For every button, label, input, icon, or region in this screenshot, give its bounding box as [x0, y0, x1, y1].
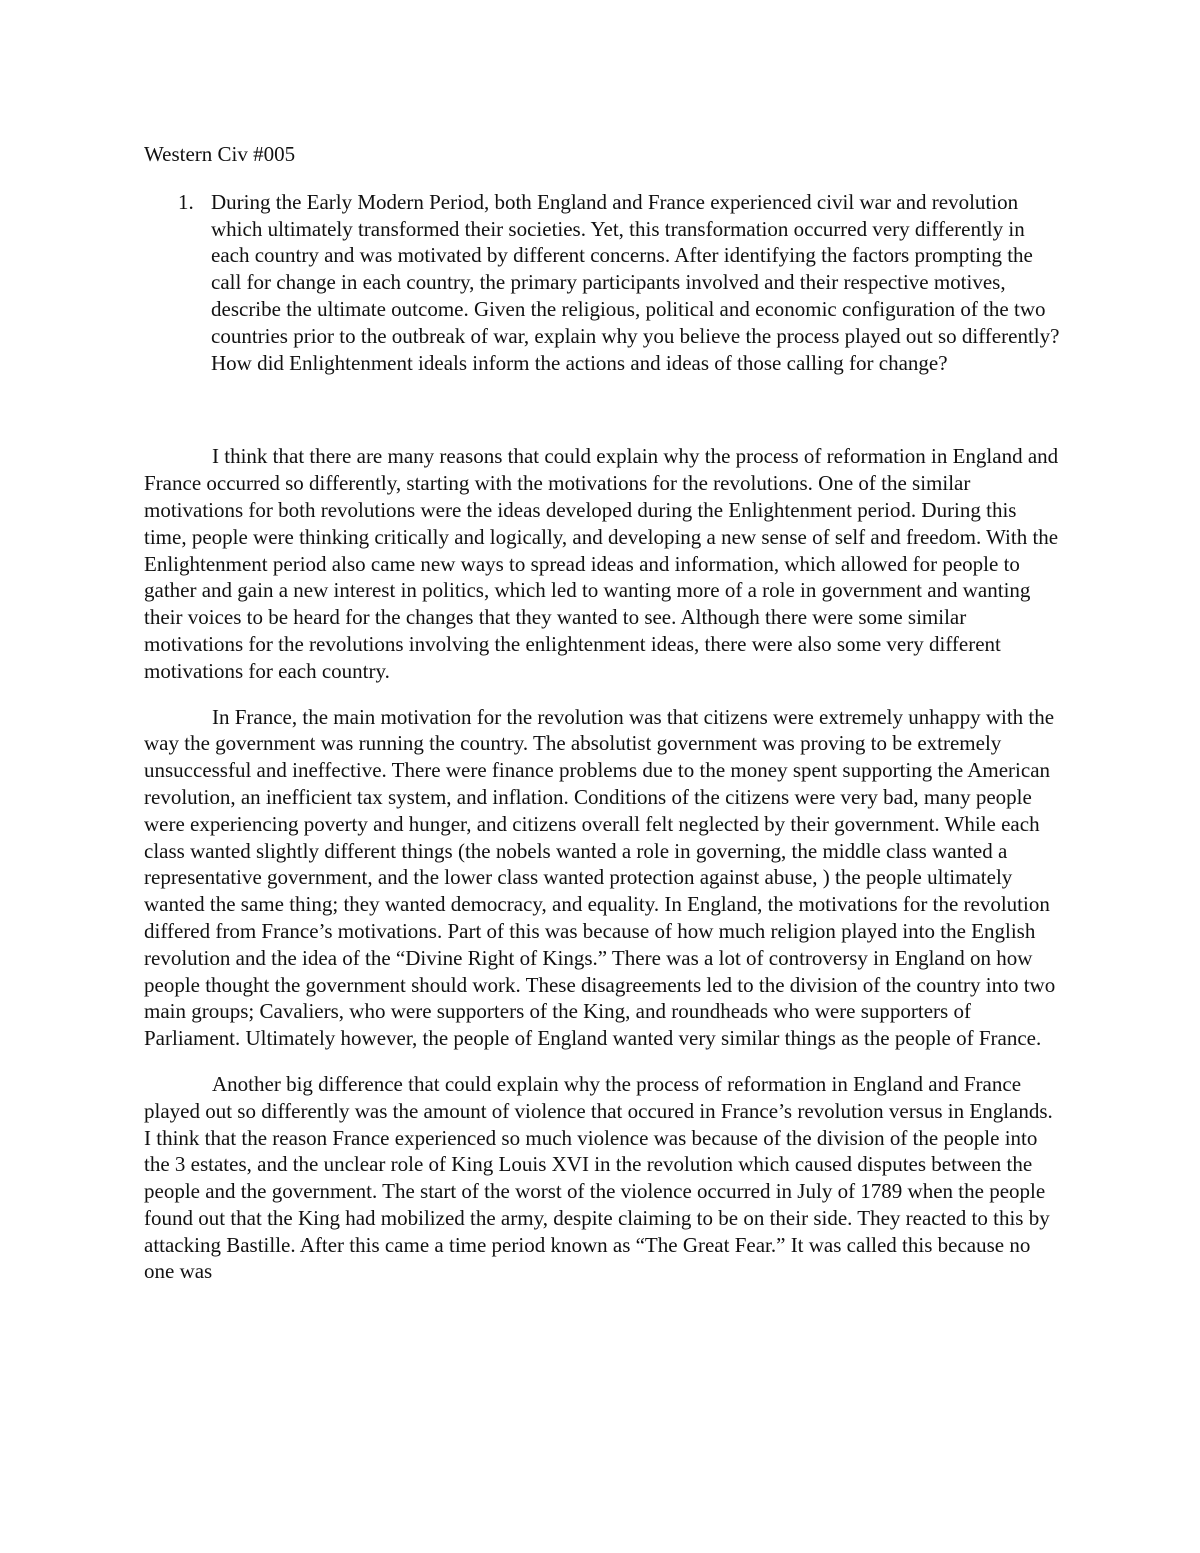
question-text: During the Early Modern Period, both England and France experienced civil war and revolution which ultimately transformed their societies. Yet, this transformation occurred very differently in each country and was motivated by different concerns. After identifying the factors prompting the call for change in each country, the primary participants involved and their respective motives, describe the ultimate outcome. Given the religious, political and economic configuration of the two countries prior to the outbreak of war, explain why you believe the process played out so differently? How did Enlightenment ideals inform the actions and ideas of those calling for change? — [211, 189, 1060, 375]
essay-paragraph-2: In France, the main motivation for the revolution was that citizens were extremely unhappy with the way the government was running the country. The absolutist government was proving to be extremely unsuccessful and ineffective. There were finance problems due to the money spent supporting the American revolution, an inefficient tax system, and inflation. Conditions of the citizens were very bad, many people were experiencing poverty and hunger, and citizens overall felt neglected by their government. While each class wanted slightly different things (the nobels wanted a role in governing, the middle class wanted a representative government, and the lower class wanted protection against abuse, ) the people ultimately wanted the same thing; they wanted democracy, and equality. In England, the motivations for the revolution differed from France’s motivations. Part of this was because of how much religion played into the English revolution and the idea of the “Divine Right of Kings.” There was a lot of controversy in England on how people thought the government should work. These disagreements led to the division of the country into two main groups; Cavaliers, who were supporters of the King, and roundheads who were supporters of Parliament. Ultimately however, the people of England wanted very similar things as the people of France. — [144, 704, 1056, 1051]
essay-paragraph-1: I think that there are many reasons that could explain why the process of reformation in England and France occurred so differently, starting with the motivations for the revolutions. One of the similar motivations for both revolutions were the ideas developed during the Enlightenment period. During this time, people were thinking critically and logically, and developing a new sense of self and freedom. With the Enlightenment period also came new ways to spread ideas and information, which allowed for people to gather and gain a new interest in politics, which led to wanting more of a role in government and wanting their voices to be heard for the changes that they wanted to see. Although there were some similar motivations for the revolutions involving the enlightenment ideas, there were also some very different motivations for each country. — [144, 444, 1059, 683]
document-title: Western Civ #005 — [144, 142, 296, 166]
question-item — [144, 189, 1060, 377]
question-number: 1. — [178, 189, 194, 214]
essay-paragraph-3: Another big difference that could explain why the process of reformation in England and France played out so differently was the amount of violence that occured in France’s revolution versus in Englands. I think that the reason France experienced so much violence was because of the division of the people into the 3 estates, and the unclear role of King Louis XVI in the revolution which caused disputes between the people and the government. The start of the worst of the violence occurred in July of 1789 when the people found out that the King had mobilized the army, despite claiming to be on their side. They reacted to this by attacking Bastille. After this came a time period known as “The Great Fear.” It was called this because no one was — [144, 1071, 1053, 1284]
essay-body — [144, 443, 1060, 1285]
